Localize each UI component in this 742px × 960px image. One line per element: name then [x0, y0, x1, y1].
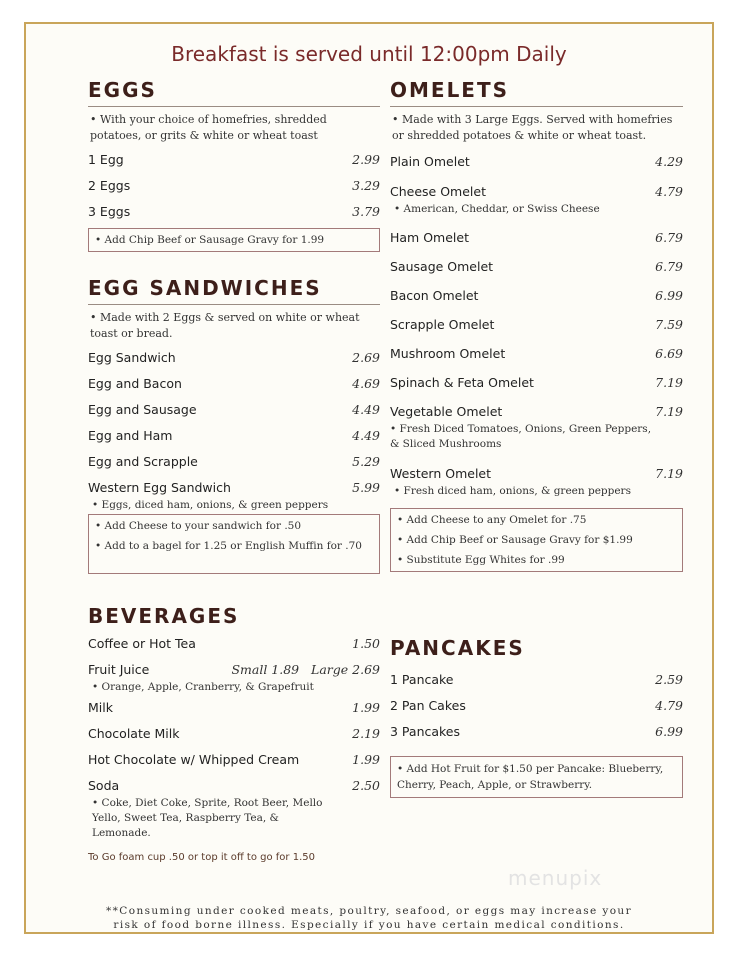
pancakes-section [390, 636, 683, 798]
omelets-addon-box: • Add Cheese to any Omelet for .75 • Add Chip Beef or Sausage Gravy for $1.99 • Substitute Egg Whites for .99 [390, 508, 683, 572]
eggs-title: EGGS [88, 78, 380, 107]
pancakes-title: PANCAKES [390, 636, 525, 660]
omelets-list [390, 152, 683, 502]
menu-item: Western Omelet 7.19 • Fresh diced ham, onions, & green peppers [390, 466, 683, 497]
disclaimer: **Consuming under cooked meats, poultry, seafood, or eggs may increase your risk of food borne illness. Especially if you have certain medical conditions. [105, 905, 632, 931]
menu-item: Mushroom Omelet 6.69 [390, 346, 683, 361]
menu-item: Sausage Omelet 6.79 [390, 259, 683, 274]
menu-item: 1 Pancake 2.59 [390, 672, 683, 687]
menu-item: Western Egg Sandwich 5.99 • Eggs, diced ham, onions, & green peppers [88, 480, 380, 511]
menu-item: Vegetable Omelet 7.19 • Fresh Diced Tomatoes, Onions, Green Peppers, & Sliced Mushrooms [390, 404, 683, 450]
menu-item: Scrapple Omelet 7.59 [390, 317, 683, 332]
beverages-section [88, 604, 380, 863]
menu-item: Egg Sandwich 2.69 [88, 350, 380, 365]
menu-item: 2 Eggs 3.29 [88, 178, 380, 193]
menu-item: Egg and Bacon 4.69 [88, 376, 380, 391]
menu-item: 2 Pan Cakes 4.79 [390, 698, 683, 713]
menu-item: Milk 1.99 [88, 700, 380, 715]
menu-item: Spinach & Feta Omelet 7.19 [390, 375, 683, 390]
omelets-section [390, 78, 683, 572]
eggs-addon-box: • Add Chip Beef or Sausage Gravy for 1.99 [88, 228, 380, 252]
omelets-description: • Made with 3 Large Eggs. Served with homefries or shredded potatoes & white or wheat toast. [392, 113, 673, 142]
menu-item: Plain Omelet 4.29 [390, 154, 683, 169]
menu-item: Soda 2.50 • Coke, Diet Coke, Sprite, Root Beer, Mello Yello, Sweet Tea, Raspberry Tea, & Lemonade. [88, 778, 380, 839]
egg-sandwiches-addon-box: • Add Cheese to your sandwich for .50 • Add to a bagel for 1.25 or English Muffin for .70 [88, 514, 380, 574]
egg-sandwiches-section [88, 276, 380, 574]
eggs-section [88, 78, 380, 252]
egg-sandwiches-title: EGG SANDWICHES [88, 276, 380, 305]
menu-item: 3 Pancakes 6.99 [390, 724, 683, 739]
egg-sandwiches-description: • Made with 2 Eggs & served on white or wheat toast or bread. [90, 311, 360, 340]
menu-item: Bacon Omelet 6.99 [390, 288, 683, 303]
menu-item: Ham Omelet 6.79 [390, 230, 683, 245]
menu-item: Hot Chocolate w/ Whipped Cream 1.99 [88, 752, 380, 767]
menu-item: 3 Eggs 3.79 [88, 204, 380, 219]
menu-item: Egg and Sausage 4.49 [88, 402, 380, 417]
menu-item: Chocolate Milk 2.19 [88, 726, 380, 741]
beverages-note: To Go foam cup .50 or top it off to go for 1.50 [88, 852, 315, 863]
menu-item: Egg and Ham 4.49 [88, 428, 380, 443]
menu-item: Fruit Juice Small 1.89 Large 2.69 • Orange, Apple, Cranberry, & Grapefruit [88, 662, 380, 693]
omelets-title: OMELETS [390, 78, 683, 107]
beverages-title: BEVERAGES [88, 604, 240, 628]
menu-banner: Breakfast is served until 12:00pm Daily [171, 42, 567, 66]
pancakes-list [390, 670, 683, 748]
menu-page [24, 22, 714, 934]
menu-item: 1 Egg 2.99 [88, 152, 380, 167]
beverages-list [88, 634, 380, 846]
menu-item: Coffee or Hot Tea 1.50 [88, 636, 380, 651]
egg-sandwiches-list [88, 348, 380, 512]
menu-item: Egg and Scrapple 5.29 [88, 454, 380, 469]
pancakes-addon-box: • Add Hot Fruit for $1.50 per Pancake: Blueberry, Cherry, Peach, Apple, or Strawberry. [390, 756, 683, 798]
watermark: menupix [508, 866, 603, 890]
menu-item: Cheese Omelet 4.79 • American, Cheddar, or Swiss Cheese [390, 184, 683, 215]
eggs-list [88, 150, 380, 228]
eggs-description: • With your choice of homefries, shredded potatoes, or grits & white or wheat toast [90, 113, 327, 142]
